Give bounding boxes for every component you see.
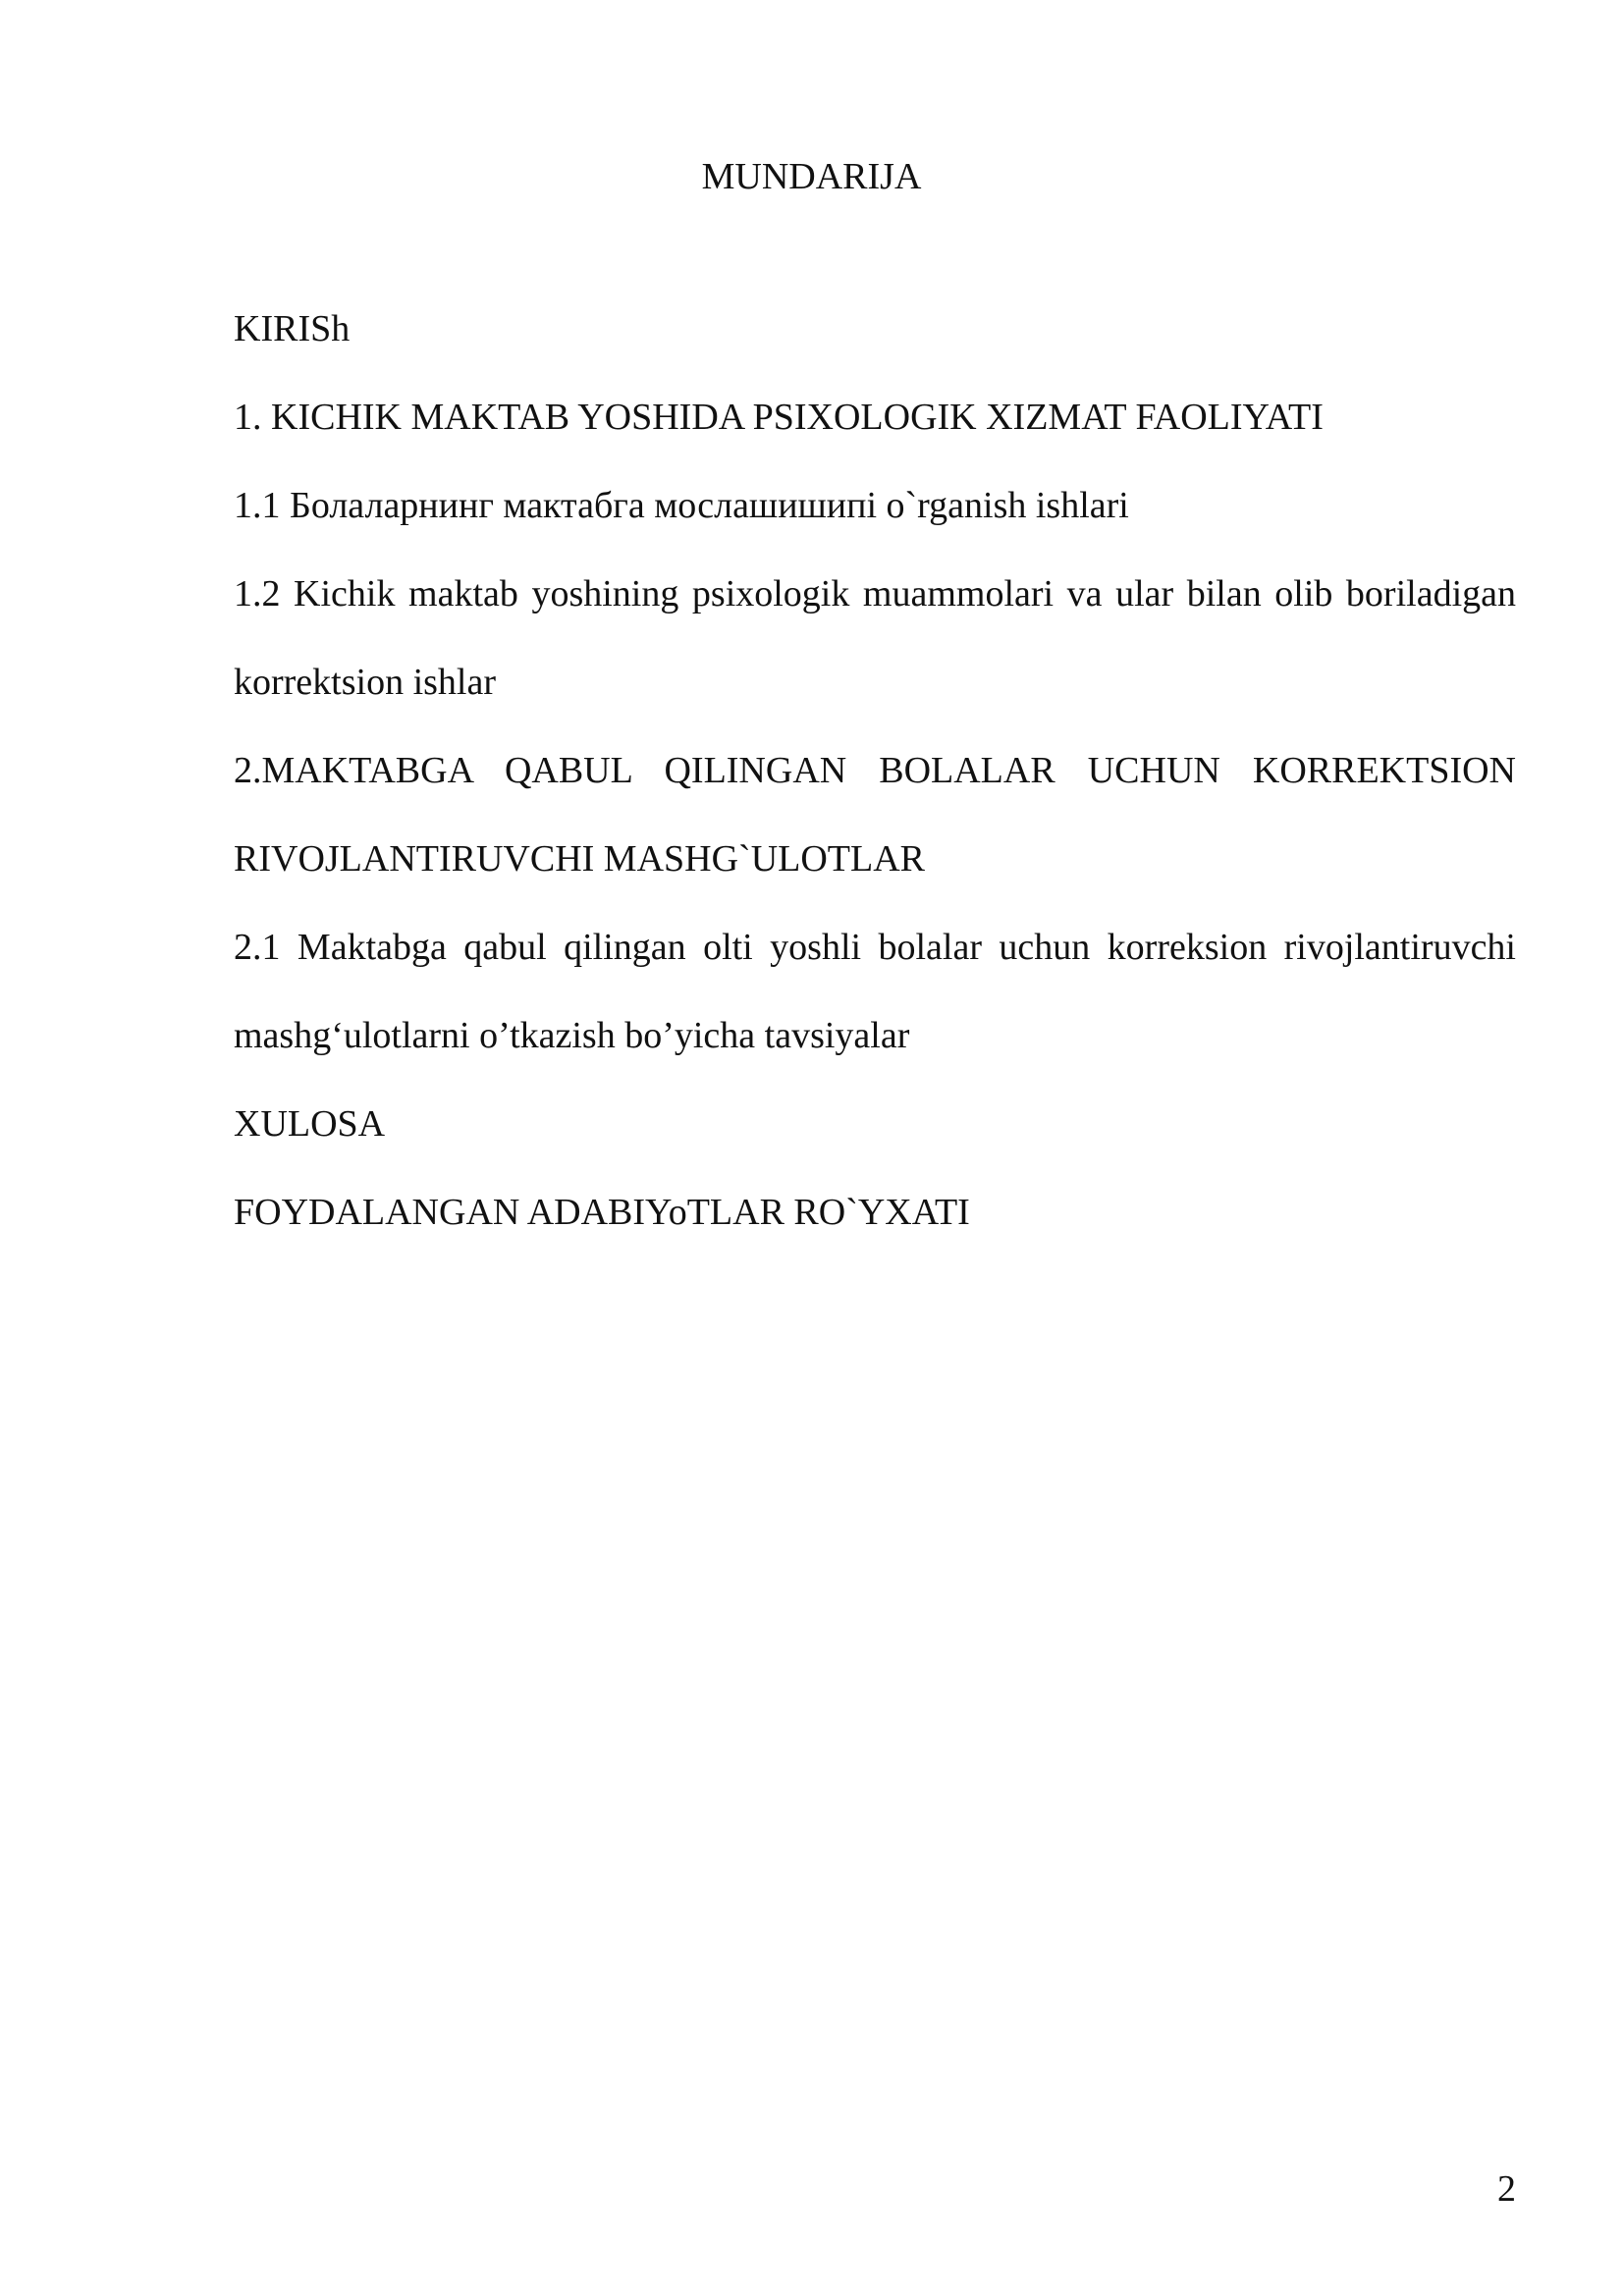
toc-line: FOYDALANGAN ADABIYoTLAR RO`YXATI — [234, 1192, 970, 1233]
toc-entry-section-1-2-cont — [234, 638, 1516, 726]
table-of-contents — [234, 285, 1516, 1256]
toc-entry-conclusion — [234, 1080, 1516, 1168]
toc-entry-section-1-1 — [234, 461, 1516, 550]
toc-entry-chapter-2-cont — [234, 815, 1516, 903]
page-number: 2 — [1497, 2168, 1516, 2210]
toc-line: 1.1 Болаларнинг мактабга мослашишипі o`rganish ishlari — [234, 485, 1129, 526]
toc-line: 2.MAKTABGA QABUL QILINGAN BOLALAR UCHUN KORREKTSION — [234, 750, 1516, 791]
toc-entry-references — [234, 1168, 1516, 1256]
toc-entry-introduction — [234, 285, 1516, 373]
toc-line: XULOSA — [234, 1103, 386, 1145]
toc-line: korrektsion ishlar — [234, 662, 497, 703]
page-title: MUNDARIJA — [701, 156, 922, 197]
toc-line: mashg‘ulotlarni o’tkazish bo’yicha tavsiyalar — [234, 1015, 910, 1056]
toc-entry-section-2-1-cont — [234, 991, 1516, 1080]
toc-entry-section-1-2 — [234, 550, 1516, 638]
toc-entry-section-2-1 — [234, 903, 1516, 991]
toc-line: RIVOJLANTIRUVCHI MASHG`ULOTLAR — [234, 838, 926, 880]
toc-line: 1. KICHIK MAKTAB YOSHIDA PSIXOLOGIK XIZMAT FAOLIYATI — [234, 397, 1324, 438]
toc-line: 1.2 Kichik maktab yoshining psixologik muammolari va ular bilan olib boriladigan — [234, 573, 1516, 614]
toc-entry-chapter-1 — [234, 373, 1516, 461]
toc-line: KIRISh — [234, 308, 351, 349]
toc-entry-chapter-2 — [234, 726, 1516, 815]
toc-line: 2.1 Maktabga qabul qilingan olti yoshli bolalar uchun korreksion rivojlantiruvchi — [234, 927, 1516, 968]
